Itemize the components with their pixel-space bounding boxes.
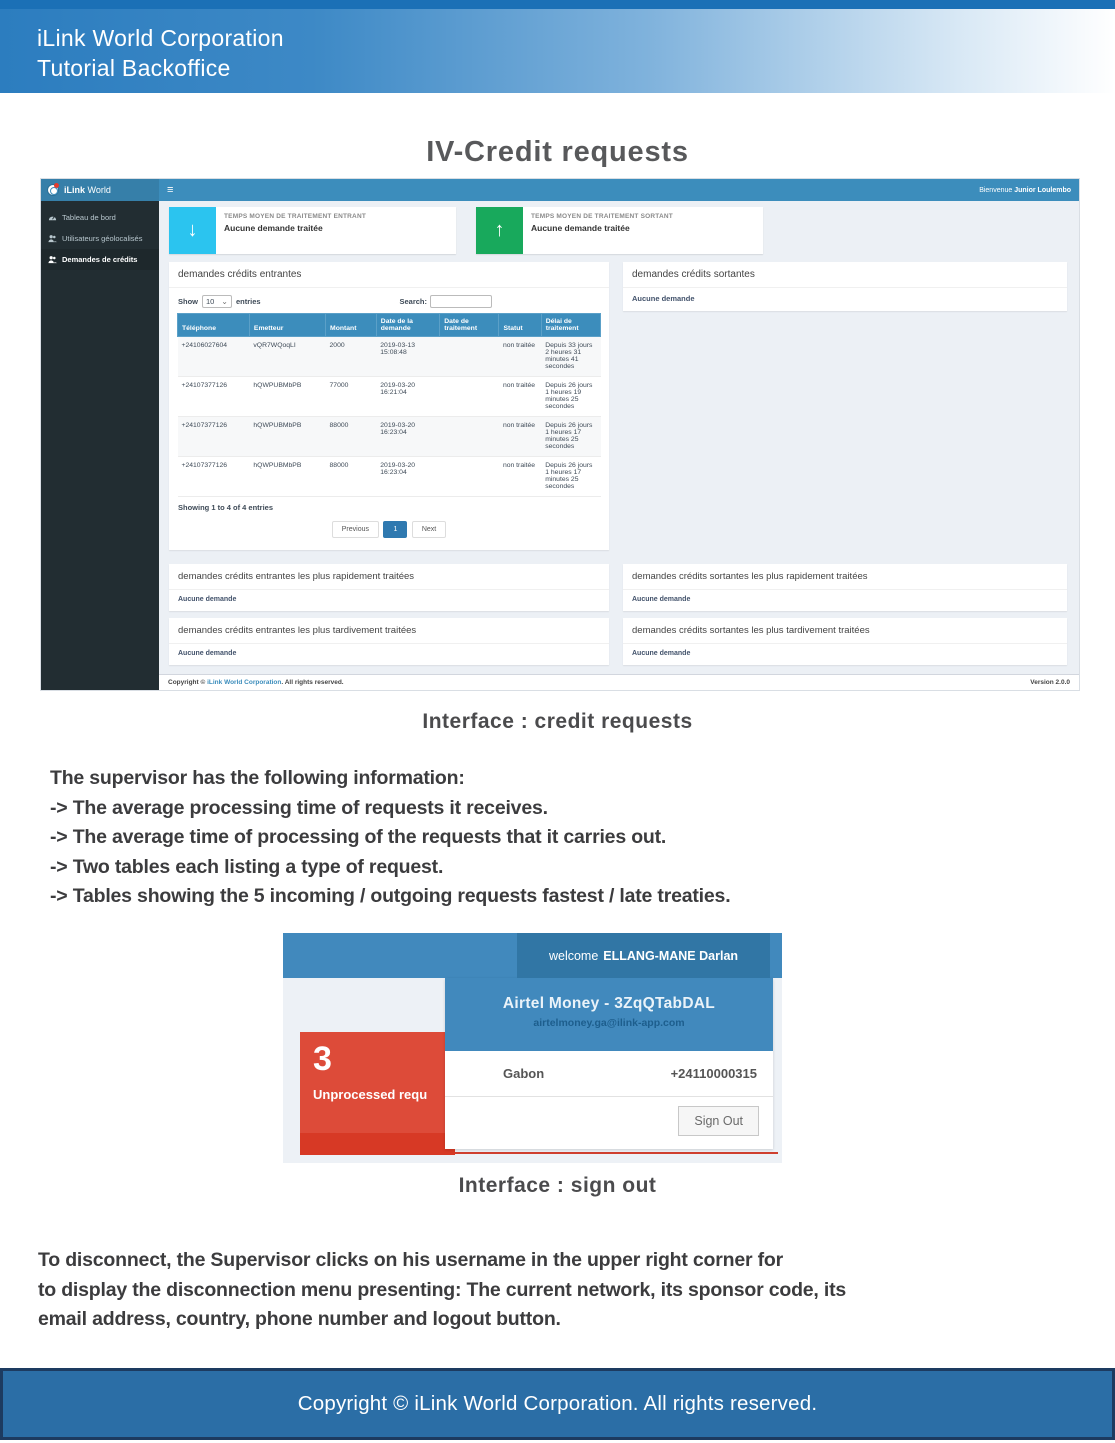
entries-label: entries <box>236 297 261 306</box>
app-sidebar <box>41 201 159 690</box>
previous-page-button[interactable]: Previous <box>332 521 379 538</box>
stat-value: 3 <box>313 1040 332 1078</box>
card-value: Aucune demande traitée <box>224 223 323 233</box>
paragraph-line: To disconnect, the Supervisor clicks on his username in the upper right corner for <box>38 1249 783 1271</box>
users-icon <box>48 255 57 264</box>
brand-text: iLink World <box>64 185 111 195</box>
column-header-statut[interactable]: Statut <box>499 314 541 337</box>
cell-emitter: vQR7WQoqLI <box>249 337 325 377</box>
cell-status: non traitée <box>499 337 541 377</box>
cell-delay: Depuis 26 jours 1 heures 19 minutes 25 secondes <box>541 377 600 417</box>
paragraph-line: The supervisor has the following information: <box>50 767 465 789</box>
cell-request-date: 2019-03-20 16:23:04 <box>376 457 439 497</box>
incoming-requests-table <box>177 313 601 497</box>
cell-status: non traitée <box>499 457 541 497</box>
sidebar-item-utilisateurs-geolocalises[interactable] <box>41 228 159 249</box>
page-title: IV-Credit requests <box>426 136 689 168</box>
footer-copyright: Copyright © iLink World Corporation. All rights reserved. <box>297 1392 818 1415</box>
cell-emitter: hQWPUBMbPB <box>249 457 325 497</box>
cell-processing-date <box>440 417 499 457</box>
column-header-date-demande[interactable]: Date de la demande <box>376 314 439 337</box>
cell-phone: +24106027604 <box>178 337 250 377</box>
account-dropdown-footer <box>445 1097 773 1149</box>
account-email: airtelmoney.ga@ilink-app.com <box>533 1017 685 1029</box>
cell-delay: Depuis 26 jours 1 heures 17 minutes 25 secondes <box>541 417 600 457</box>
company-name: iLink World Corporation <box>37 25 284 51</box>
cell-amount: 88000 <box>326 417 377 457</box>
account-dropdown <box>445 978 773 1149</box>
column-header-telephone[interactable]: Téléphone <box>178 314 250 337</box>
pagination <box>178 518 600 538</box>
paragraph-line: -> Two tables each listing a type of request. <box>50 855 444 878</box>
outgoing-fastest-panel <box>623 564 1067 611</box>
table-row <box>178 377 601 417</box>
paragraph-line: -> The average time of processing of the requests that it carries out. <box>50 826 667 848</box>
document-subtitle: Tutorial Backoffice <box>37 55 231 81</box>
stat-label: Unprocessed requ <box>313 1087 428 1102</box>
app-brand[interactable] <box>41 179 159 201</box>
outgoing-processing-time-card <box>476 207 763 254</box>
incoming-fastest-panel <box>169 564 609 611</box>
cell-request-date: 2019-03-20 16:21:04 <box>376 377 439 417</box>
paragraph-line: -> The average processing time of requests it receives. <box>50 796 548 819</box>
app-footer <box>159 674 1079 690</box>
empty-message: Aucune demande <box>632 596 691 603</box>
outgoing-requests-panel <box>623 262 1067 311</box>
signout-user-name: ELLANG-MANE Darlan <box>603 948 739 963</box>
empty-message: Aucune demande <box>178 596 237 603</box>
card-label: TEMPS MOYEN DE TRAITEMENT ENTRANT <box>224 213 367 220</box>
card-value: Aucune demande traitée <box>531 223 630 233</box>
panel-title: demandes crédits entrantes les plus rapidement traitées <box>169 564 609 590</box>
sidebar-item-label: Tableau de bord <box>62 213 116 222</box>
sign-out-screenshot <box>283 933 782 1163</box>
panel-title: demandes crédits sortantes les plus rapidement traitées <box>623 564 1067 590</box>
cell-processing-date <box>440 377 499 417</box>
document-footer <box>0 1368 1115 1440</box>
cell-emitter: hQWPUBMbPB <box>249 417 325 457</box>
column-header-montant[interactable]: Montant <box>326 314 377 337</box>
network-title: Airtel Money - 3ZqQTabDAL <box>502 995 716 1012</box>
card-label: TEMPS MOYEN DE TRAITEMENT SORTANT <box>531 213 673 220</box>
incoming-latest-panel <box>169 618 609 665</box>
app-version: Version 2.0.0 <box>1030 679 1070 686</box>
cell-delay: Depuis 26 jours 1 heures 17 minutes 25 secondes <box>541 457 600 497</box>
panel-title: demandes crédits entrantes <box>169 262 609 288</box>
cell-processing-date <box>440 337 499 377</box>
cell-amount: 2000 <box>326 337 377 377</box>
paragraph-line: email address, country, phone number and logout button. <box>38 1308 561 1330</box>
chevron-down-icon: ⌄ <box>221 296 228 306</box>
incoming-requests-panel <box>169 262 609 550</box>
header-gradient <box>0 9 1115 93</box>
app-navbar <box>41 179 1079 201</box>
cell-amount: 77000 <box>326 377 377 417</box>
search-input[interactable] <box>430 295 492 308</box>
disconnect-paragraph <box>38 1246 846 1335</box>
cell-status: non traitée <box>499 377 541 417</box>
cell-phone: +24107377126 <box>178 417 250 457</box>
cell-processing-date <box>440 457 499 497</box>
cell-request-date: 2019-03-20 16:23:04 <box>376 417 439 457</box>
paragraph-line: -> Tables showing the 5 incoming / outgoing requests fastest / late treaties. <box>50 885 731 907</box>
users-icon <box>48 234 57 243</box>
sidebar-item-demandes-de-credits[interactable] <box>41 249 159 270</box>
sidebar-item-tableau-de-bord[interactable] <box>41 207 159 228</box>
signout-user-menu[interactable]: welcome ELLANG-MANE Darlan <box>517 933 770 978</box>
empty-message: Aucune demande <box>178 650 237 657</box>
account-country: Gabon <box>503 1066 545 1081</box>
sign-out-caption: Interface : sign out <box>458 1174 657 1197</box>
table-row <box>178 417 601 457</box>
cell-phone: +24107377126 <box>178 457 250 497</box>
sign-out-button[interactable]: Sign Out <box>678 1106 759 1136</box>
document-header <box>0 0 1115 93</box>
credit-requests-caption: Interface : credit requests <box>422 710 693 733</box>
cell-request-date: 2019-03-13 15:08:48 <box>376 337 439 377</box>
panel-title: demandes crédits sortantes les plus tardivement traitées <box>623 618 1067 644</box>
cell-phone: +24107377126 <box>178 377 250 417</box>
navbar-user-menu[interactable]: Bienvenue Junior Loulembo <box>979 186 1071 194</box>
account-dropdown-header <box>445 978 773 1051</box>
empty-message: Aucune demande <box>632 294 695 303</box>
showing-entries-text: Showing 1 to 4 of 4 entries <box>178 503 274 512</box>
credit-requests-screenshot <box>40 178 1080 691</box>
table-row <box>178 337 601 377</box>
table-row <box>178 457 601 497</box>
page-number-button[interactable]: 1 <box>383 521 407 538</box>
account-phone: +24110000315 <box>670 1066 757 1081</box>
empty-message: Aucune demande <box>632 650 691 657</box>
cell-status: non traitée <box>499 417 541 457</box>
cell-delay: Depuis 33 jours 2 heures 31 minutes 41 secondes <box>541 337 600 377</box>
supervisor-info-paragraph <box>50 764 730 912</box>
page-length-select[interactable]: 10 ⌄ <box>202 295 232 308</box>
incoming-processing-time-card <box>169 207 456 254</box>
hamburger-menu-icon[interactable]: ≡ <box>167 184 174 196</box>
dashboard-icon <box>48 213 57 222</box>
header-top-strip <box>0 0 1115 9</box>
globe-logo-icon <box>47 184 59 196</box>
sidebar-item-label: Utilisateurs géolocalisés <box>62 234 143 243</box>
column-header-emetteur[interactable]: Emetteur <box>249 314 325 337</box>
account-dropdown-body <box>445 1051 773 1097</box>
panel-title: demandes crédits sortantes <box>623 262 1067 288</box>
sidebar-item-label: Demandes de crédits <box>62 255 138 264</box>
next-page-button[interactable]: Next <box>412 521 446 538</box>
up-arrow-icon: ↑ <box>476 207 523 254</box>
corporation-link[interactable]: iLink World Corporation <box>207 679 282 686</box>
paragraph-line: to display the disconnection menu presenting: The current network, its sponsor code, its <box>38 1278 847 1301</box>
outgoing-latest-panel <box>623 618 1067 665</box>
column-header-delai[interactable]: Délai de traitement <box>541 314 600 337</box>
app-content <box>159 201 1079 674</box>
panel-title: demandes crédits entrantes les plus tardivement traitées <box>169 618 609 644</box>
cell-emitter: hQWPUBMbPB <box>249 377 325 417</box>
column-header-date-traitement[interactable]: Date de traitement <box>440 314 499 337</box>
unprocessed-requests-stat-box <box>300 1032 455 1155</box>
search-label: Search: <box>399 297 427 306</box>
show-label: Show <box>178 297 198 306</box>
app-copyright: Copyright © iLink World Corporation. All rights reserved. <box>168 679 344 686</box>
down-arrow-icon: ↓ <box>169 207 216 254</box>
cell-amount: 88000 <box>326 457 377 497</box>
